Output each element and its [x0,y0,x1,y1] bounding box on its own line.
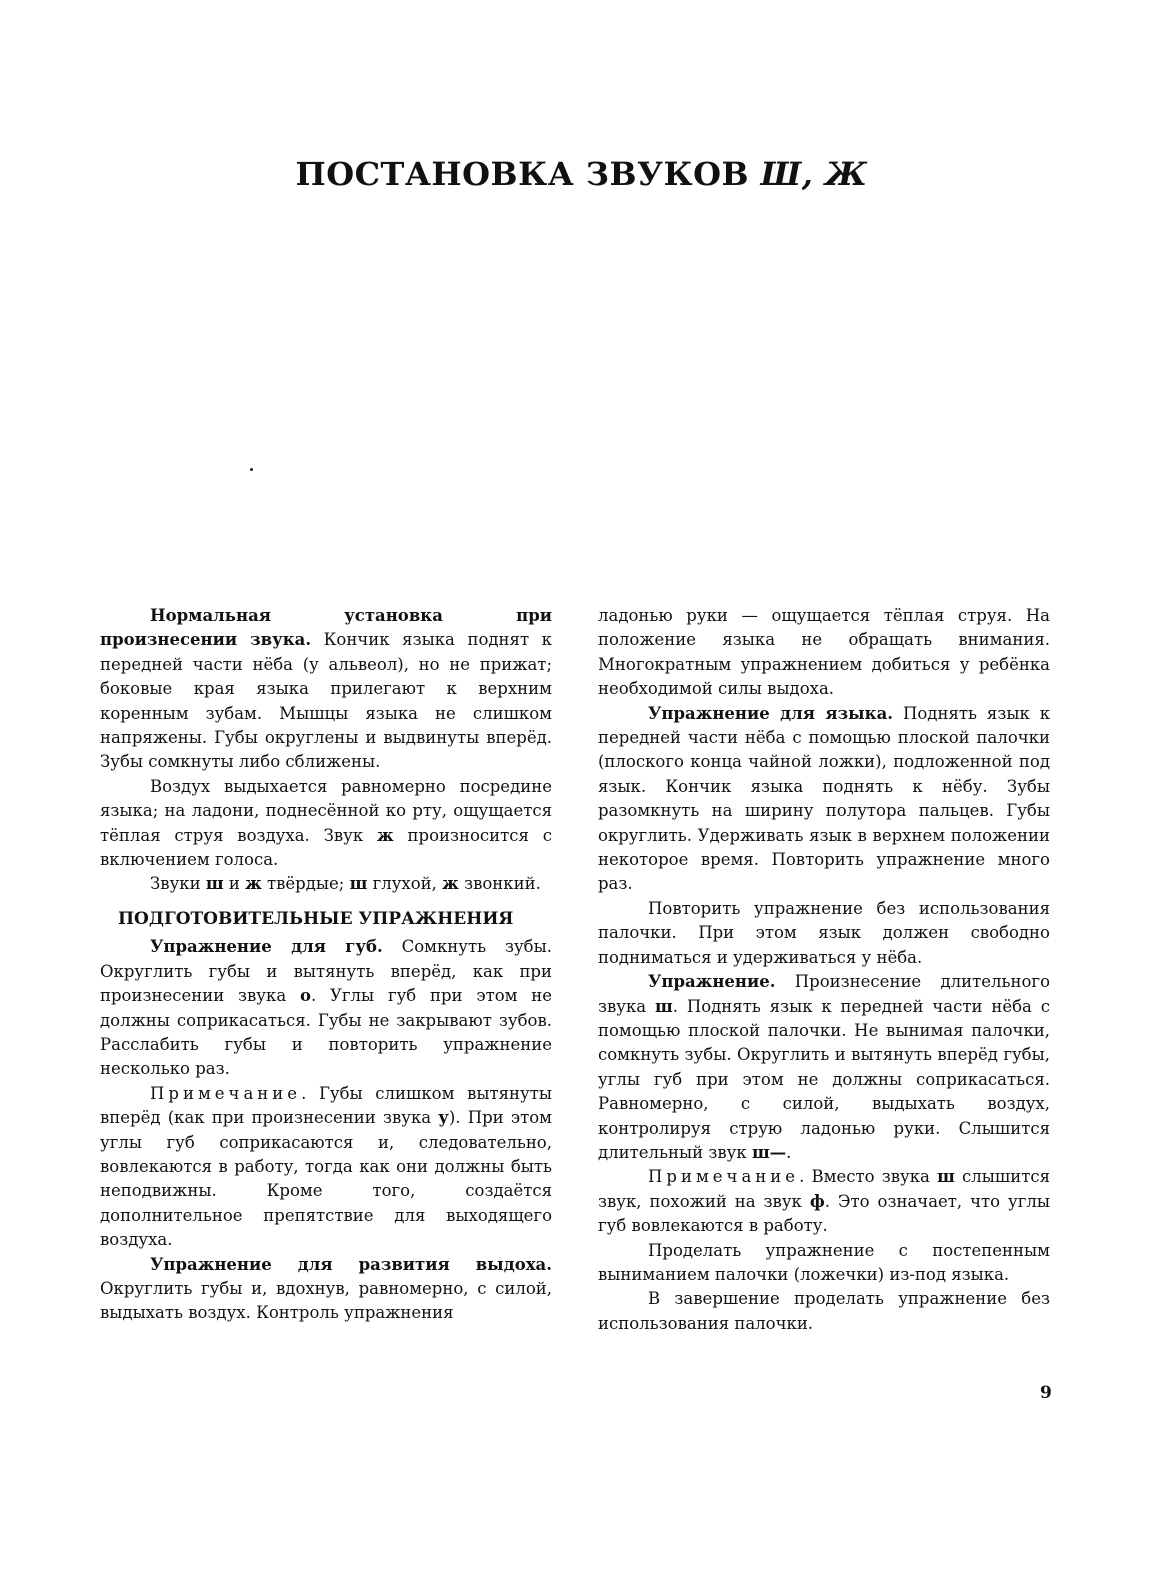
paragraph-palm-control: ладонью руки — ощущается тёплая струя. На положение языка не обращать внимания. Многократным упражнением добиться у ребёнка необходимой силы выдоха. [598,606,1050,699]
paragraph-note-f-sound: Примечание. Вместо звука ш слышится звук, похожий на звук ф. Это означает, что углы губ вовлекаются в работу. [598,1167,1051,1236]
title-letters: Ш, Ж [760,155,868,193]
paragraph-tongue-exercise: Упражнение для языка. Поднять язык к передней части нёба с помощью плоской палочки (плоского конца чайной ложки), подложенной под язык. Кончик языка поднять к нёбу. Зубы разомкнуть на ширину полутора пальцев. Губы округлить. Удерживать язык в верхнем положении некоторое время. Повторить упражнение много раз. [598,703,1051,894]
paragraph-exhale-exercise: Упражнение для развития выдоха. Округлить губы и, вдохнув, равномерно, с силой, выдыхать воздух. Контроль упражнения [100,1254,552,1323]
paragraph-hard-sounds: Звуки ш и ж твёрдые; ш глухой, ж звонкий. [150,874,541,894]
paragraph-final-step: В завершение проделать упражнение без использования палочки. [598,1289,1050,1333]
paragraph-normal-position: Нормальная установка при произнесении звука. Кончик языка поднят к передней части нёба (у альвеол), но не прижат; боковые края языка прилегают к верхним коренным зубам. Мышцы языка не слишком напряжены. Губы округлены и выдвинуты вперёд. Зубы сомкнуты либо сближены. [100,606,552,772]
paragraph-airflow: Воздух выдыхается равномерно посредине языка; на ладони, поднесённой ко рту, ощущается тёплая струя воздуха. Звук ж произносится с включением голоса. [100,776,553,870]
paragraph-long-sound-exercise: Упражнение. Произнесение длительного звука ш. Поднять язык к передней части нёба с помощью плоской палочки. Не вынимая палочки, сомкнуть зубы. Округлить и вытянуть вперёд губы, углы губ при этом не должны соприкасаться. Равномерно, с силой, выдыхать воздух, контролируя струю ладонью руки. Слышится длительный звук ш—. [598,972,1050,1162]
right-column [598,604,1050,1336]
page-title [0,155,1163,193]
paragraph-note-lips: Примечание. Губы слишком вытянуты вперёд (как при произнесении звука у). При этом углы губ соприкасаются и, следовательно, вовлекаются в работу, тогда как они должны быть неподвижны. Кроме того, создаётся дополнительное препятствие для выходящего воздуха. [100,1083,552,1250]
paragraph-repeat-without-stick: Повторить упражнение без использования палочки. При этом язык должен свободно подниматься и удерживаться у нёба. [598,898,1050,967]
paragraph-lips-exercise: Упражнение для губ. Сомкнуть зубы. Округлить губы и вытянуть вперёд, как при произнесении звука о. Углы губ при этом не должны соприкасаться. Губы не закрывают зубов. Расслабить губы и повторить упражнение несколько раз. [100,937,552,1079]
print-speck [250,468,253,471]
section-heading: ПОДГОТОВИТЕЛЬНЫЕ УПРАЖНЕНИЯ [118,908,514,929]
title-main: ПОСТАНОВКА ЗВУКОВ [295,155,750,193]
left-column [100,604,552,1326]
page-number: 9 [1040,1383,1052,1403]
paragraph-gradual-removal: Проделать упражнение с постепенным выниманием палочки (ложечки) из-под языка. [598,1240,1050,1284]
